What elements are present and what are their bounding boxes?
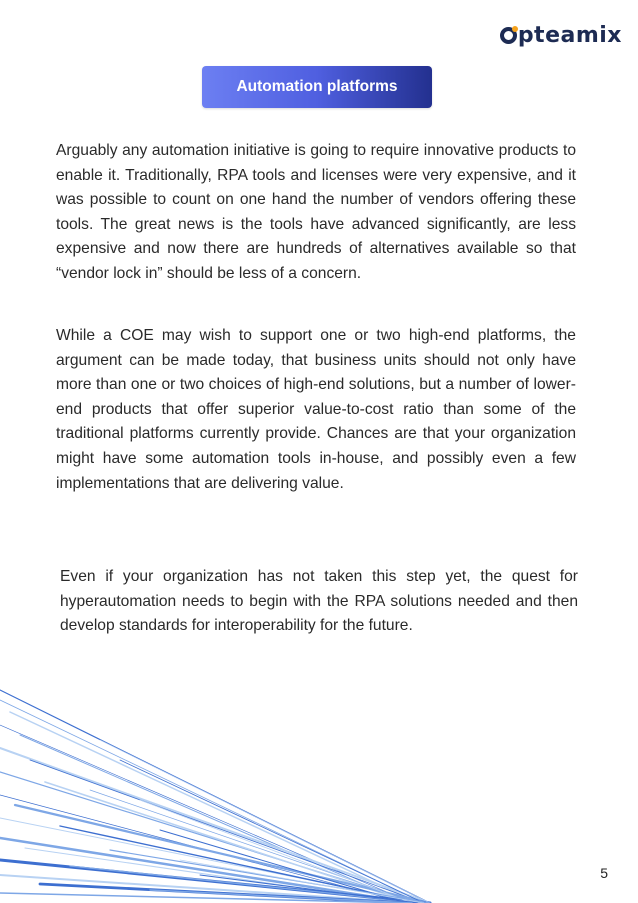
page-number: 5 <box>600 865 608 881</box>
streak-line <box>45 782 412 903</box>
streak-line <box>0 795 406 903</box>
streak-line <box>70 866 424 903</box>
streak-line <box>0 860 430 903</box>
streak-line <box>30 760 424 903</box>
streak-line <box>15 805 430 903</box>
streak-line <box>0 838 412 903</box>
logo-text: pteamix <box>517 22 622 48</box>
streak-line <box>40 884 412 903</box>
streak-line <box>200 875 418 903</box>
streak-line <box>0 818 424 903</box>
logo-mark-icon <box>500 27 517 44</box>
streak-line <box>150 890 412 903</box>
section-title: Automation platforms <box>236 78 398 95</box>
paragraph-3: Even if your organization has not taken this step yet, the quest for hyperautomation needs to begin with the RPA solutions needed and then develop standards for interoperability for the future. <box>60 568 578 635</box>
streak-line <box>0 690 430 903</box>
streak-line <box>140 800 412 903</box>
streak-line <box>110 850 430 903</box>
streak-line <box>60 826 418 903</box>
streak-line <box>20 735 406 903</box>
streak-line <box>160 830 406 903</box>
paragraph-1: Arguably any automation initiative is going to require innovative products to enable it. Traditionally, RPA tools and licenses were very expensive, and it was possible to count on one hand the number of vendors offering these tools. The great news is the tools have advanced significantly, are less expensive and now there are hundreds of alternatives available so that “vendor lock in” should be less of a concern. <box>56 142 576 282</box>
streak-line <box>0 725 412 903</box>
streak-line <box>0 772 418 903</box>
streak-line <box>10 712 418 903</box>
streak-line <box>0 893 406 903</box>
streak-line <box>0 700 424 903</box>
streak-line <box>0 875 418 903</box>
streak-line <box>0 748 430 903</box>
streak-line <box>100 740 430 903</box>
streak-line <box>120 760 424 903</box>
paragraph-2: While a COE may wish to support one or two high-end platforms, the argument can be made today, that business units should not only have more than one or two choices of high-end solutions, but a number of lower-end products that offer superior value-to-cost ratio than some of the traditional platforms currently provide. Chances are that your organization might have some automation tools in-house, and possibly even a few implementations that are delivering value. <box>56 327 576 492</box>
streak-line <box>90 790 418 903</box>
streak-line <box>25 848 406 903</box>
section-title-badge <box>202 66 432 108</box>
streak-line <box>180 860 424 903</box>
brand-logo <box>500 22 622 48</box>
